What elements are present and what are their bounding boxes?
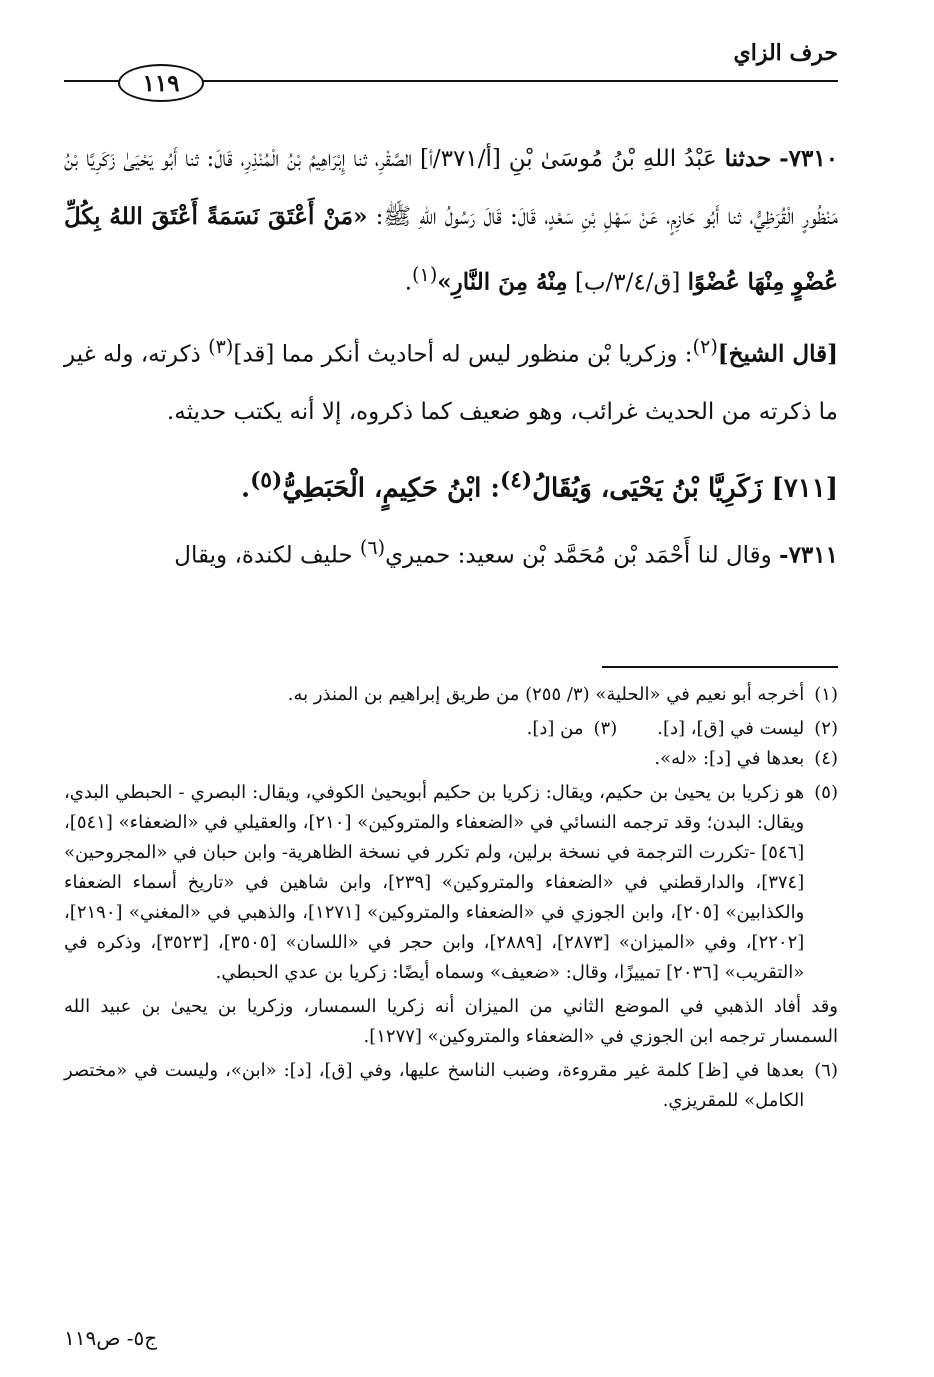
footnote-text: بعدها في [ظ] كلمة غير مقروءة، وضبب الناسخ عليها، وفي [ق]، [د]: «ابن»، وليست في «مختصر الكامل» للمقريزي. (64, 1060, 805, 1111)
hadith-quote-end: مِنْهُ مِنَ النَّارِ» (437, 268, 568, 296)
hadith-line: سَعْدٍ، قَالَ: قَالَ رَسُولُ اللهِ ﷺ: (375, 204, 574, 230)
manuscript-ref: [ق/٣/٤/ب] (574, 269, 681, 296)
footnote-text: بعدها في [د]: «له». (654, 748, 805, 769)
hadith-lead: حدثنا (724, 145, 772, 172)
sheikh-text: ذكرته، وله غير ما ذكرته من الحديث غرائب، وهو ضعيف كما ذكروه، إلا أنه يكتب حديثه. (64, 341, 838, 426)
footnote-text: من [د]. (526, 718, 584, 739)
period: . (404, 269, 413, 296)
footnote-row (64, 714, 838, 744)
footnote-ref: (٦) (359, 535, 386, 559)
sheikh-comment (64, 318, 838, 442)
period: . (241, 473, 251, 504)
sheikh-text: : وزكريا بْن منظور ليس له أحاديث أنكر مما [قد] (233, 341, 693, 368)
hadith-text: وقال لنا أَحْمَد بْن مُحَمَّد بْن سعيد: حميري (385, 542, 772, 569)
footnote-rule (602, 666, 838, 668)
footnote-5-continuation: وقد أفاد الذهبي في الموضع الثاني من الميزان أنه زكريا السمسار، وزكريا بن يحيىٰ بن عبيد الله السمسار ترجمه ابن الجوزي في «الضعفاء والمتروكين» [١٢٧٧]. (64, 996, 838, 1047)
footnote-1 (64, 680, 838, 710)
footnote-number: (٥) (814, 782, 838, 803)
footnote-ref: (٢) (692, 334, 718, 358)
footnote-ref: (٣) (208, 334, 234, 358)
page-number: ١١٩ (118, 64, 204, 102)
section-number: [٧١١] (771, 473, 838, 504)
footnote-number: (٣) (593, 718, 618, 739)
footnote-ref: (٥) (250, 468, 283, 494)
section-name: زَكَرِيَّا بْنُ يَحْيَى، وَيُقَالُ (532, 473, 763, 504)
hadith-number: ٧٣١١- (779, 541, 838, 569)
hadith-line: الْمُنْذِرِ، قَالَ: ثنا أَبُو يَحْيَىٰ زَكَرِيَّا بْنُ مَنْظُورٍ الْقُرَظِيُّ، ثنا أَبُو حَازِمٍ، عَنْ سَهْلِ بْنِ (64, 146, 839, 230)
section-alt-name: : ابْنُ حَكِيمٍ، الْحَبَطِيُّ (282, 473, 500, 504)
hadith-7310 (64, 130, 838, 312)
chapter-title: حرف الزاي (733, 40, 838, 66)
footnote-ref: (١) (412, 263, 438, 286)
footnotes (64, 680, 838, 1120)
footnote-4 (64, 744, 838, 774)
footnote-3 (527, 714, 618, 744)
footnote-6 (64, 1056, 838, 1116)
footnote-text: ليست في [ق]، [د]. (657, 718, 805, 739)
footnote-number: (٦) (814, 1060, 838, 1081)
hadith-line: عَبْدُ اللهِ بْنُ مُوسَىٰ بْنِ [أ/٣٧١/أ] الصَّقْرِ، ثنا إِبْرَاهِيمُ بْنُ (287, 146, 717, 172)
hadith-quote: «مَنْ أَعْتَقَ نَسَمَةً أَعْتَقَ اللهُ بِكُلِّ عُضْوٍ مِنْهَا عُضْوًا (64, 203, 838, 296)
hadith-7311 (64, 519, 838, 585)
volume-page-signature: ج٥- ص١١٩ (64, 1326, 158, 1350)
hadith-number: ٧٣١٠- (779, 145, 839, 172)
footnote-text: هو زكريا بن يحيىٰ بن حكيم، ويقال: زكريا بن حكيم أبويحيىٰ الكوفي، ويقال: البصري - الحبطي البدي، ويقال: البدن؛ وقد ترجمه النسائي في «الضعفاء والمتروكين» [٢١٠]، والعقيلي في «الضعفاء» [٥٤١]، [٥٤٦] -تكررت الترجمة في نسخة برلين، ولم تكرر في نسخة الظاهرية- وابن حبان في «المجروحين» [٣٧٤]، والدارقطني في «الضعفاء والمتروكين» [٢٣٩]، وابن شاهين في «تاريخ أسماء الضعفاء والكذابين» [٢٠٥]، وابن الجوزي في «الضعفاء والمتروكين» [١٢٧١]، والذهبي في «المغني» [٢١٩٠]، [٢٢٠٢]، وفي «الميزان» [٢٨٧٣]، [٢٨٨٩]، وابن حجر في «اللسان» [٣٥٠٥]، [٣٥٢٣]، وذكره في «التقريب» [٢٠٣٦] تمييزًا، وقال: «ضعيف» وسماه أيضًا: زكريا بن عدي الحبطي. (64, 782, 805, 983)
footnote-number: (٢) (814, 718, 838, 739)
section-heading (64, 451, 838, 519)
sheikh-label: [قال الشيخ] (717, 340, 838, 368)
footnote-number: (٤) (814, 748, 838, 769)
hadith-text: حليف لكندة، ويقال (174, 542, 353, 569)
footnote-2 (657, 714, 838, 744)
footnote-5 (64, 778, 838, 988)
footnote-text: أخرجه أبو نعيم في «الحلية» (٣/ ٢٥٥) من طريق إبراهيم بن المنذر به. (287, 684, 805, 705)
footnote-number: (١) (814, 684, 838, 705)
main-text (64, 130, 838, 585)
footnote-ref: (٤) (499, 468, 533, 494)
